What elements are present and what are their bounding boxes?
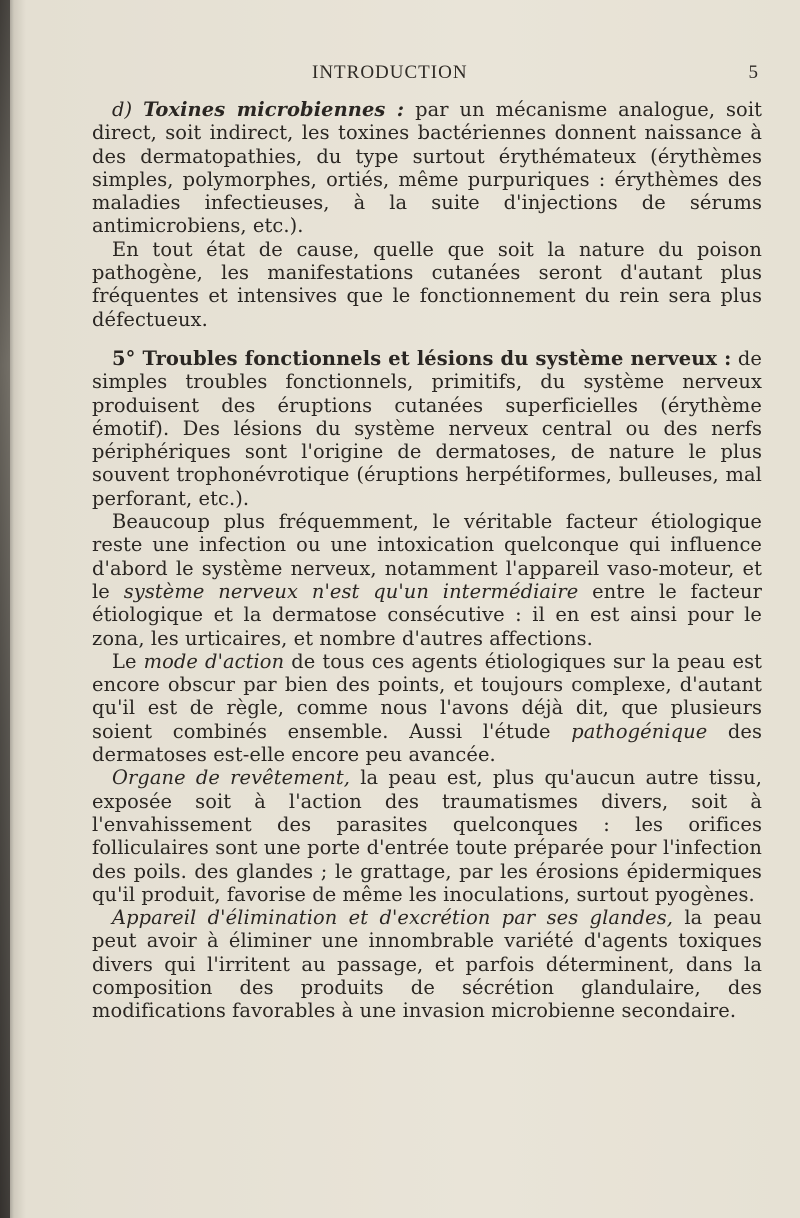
italic-phrase: mode d'action [143, 649, 285, 673]
running-header [92, 62, 764, 90]
italic-phrase: pathogénique [571, 719, 708, 743]
paragraph-facteur-etiologique [92, 510, 762, 650]
paragraph-text: des dermatoses est-elle encore peu avancée. [92, 719, 763, 767]
book-spine-shadow [0, 0, 10, 1218]
body-text [92, 98, 762, 1023]
italic-phrase: Appareil d'élimination et d'excrétion par ses glandes, [112, 906, 674, 930]
paragraph-nature-poison [92, 238, 762, 331]
section-label: d) [112, 98, 133, 121]
section-title: Toxines microbiennes : [143, 98, 405, 121]
paragraph-text: entre le facteur étiologique et la dermatose consécutive : il en est ainsi pour le zona, les urticaires, et nombre d'autres affections. [92, 579, 763, 650]
paragraph-toxines-microbiennes [92, 98, 762, 238]
paragraph-text: Beaucoup plus fréquemment, le véritable facteur étiologique reste une infection ou une intoxication quelconque qui influence d'abord le système nerveux, notamment l'appareil vaso-moteur, et le [92, 510, 762, 603]
paragraph-text: En tout état de cause, quelle que soit la nature du poison pathogène, les manifestations cutanées seront d'autant plus fréquentes et intensives que le fonctionnement du rein sera plus défectueux. [92, 237, 762, 331]
paragraph-text: de tous ces agents étiologiques sur la peau est encore obscur par bien des points, et toujours complexe, d'autant qu'il est de règle, comme nous l'avons déjà dit, que plusieurs soient combinés ensemble. Aussi l'étude [92, 649, 763, 743]
italic-phrase: système nerveux n'est qu'un intermédiaire [123, 579, 579, 603]
paragraph-appareil-elimination [92, 906, 762, 1022]
paragraph-text: la peau est, plus qu'aucun autre tissu, exposée soit à l'action des traumatismes divers, soit à l'envahissement des parasites quelconques : les orifices folliculaires sont une porte d'entrée toute préparée pour l'infection des poils. des glandes ; le grattage, par les érosions épidermiques qu'il produit, favorise de même les inoculations, surtout pyogènes. [92, 766, 762, 906]
paragraph-text: la peau peut avoir à éliminer une innombrable variété d'agents toxiques divers qui l'irritent au passage, et parfois déterminent, dans la composition des produits de sécrétion glandulaire, des modifications favorables à une invasion microbienne secondaire. [92, 906, 762, 1023]
paragraph-organe-revetement [92, 766, 762, 906]
paragraph-troubles-nerveux [92, 347, 762, 510]
paragraph-text: Le [112, 649, 137, 673]
paragraph-mode-action [92, 650, 762, 766]
italic-phrase: Organe de revêtement, [112, 766, 351, 790]
paragraph-text: par un mécanisme analogue, soit direct, soit indirect, les toxines bactériennes donnent naissance à des dermatopathies, du type surtout érythémateux (érythèmes simples, polymorphes, ortiés, même purpuriques : érythèmes des maladies infectieuses, à la suite d'injections de sérums antimicrobiens, etc.). [92, 98, 763, 238]
paragraph-text: de simples troubles fonctionnels, primitifs, du système nerveux produisent des éruptions cutanées superficielles (érythème émotif). Des lésions du système nerveux central ou des nerfs périphériques sont l'origine de dermatoses, de nature le plus souvent trophonévrotique (éruptions herpétiformes, bulleuses, mal perforant, etc.). [92, 346, 762, 510]
page-number: 5 [748, 62, 758, 83]
section-title: 5° Troubles fonctionnels et lésions du système nerveux : [112, 346, 732, 370]
running-title: INTRODUCTION [312, 62, 468, 83]
